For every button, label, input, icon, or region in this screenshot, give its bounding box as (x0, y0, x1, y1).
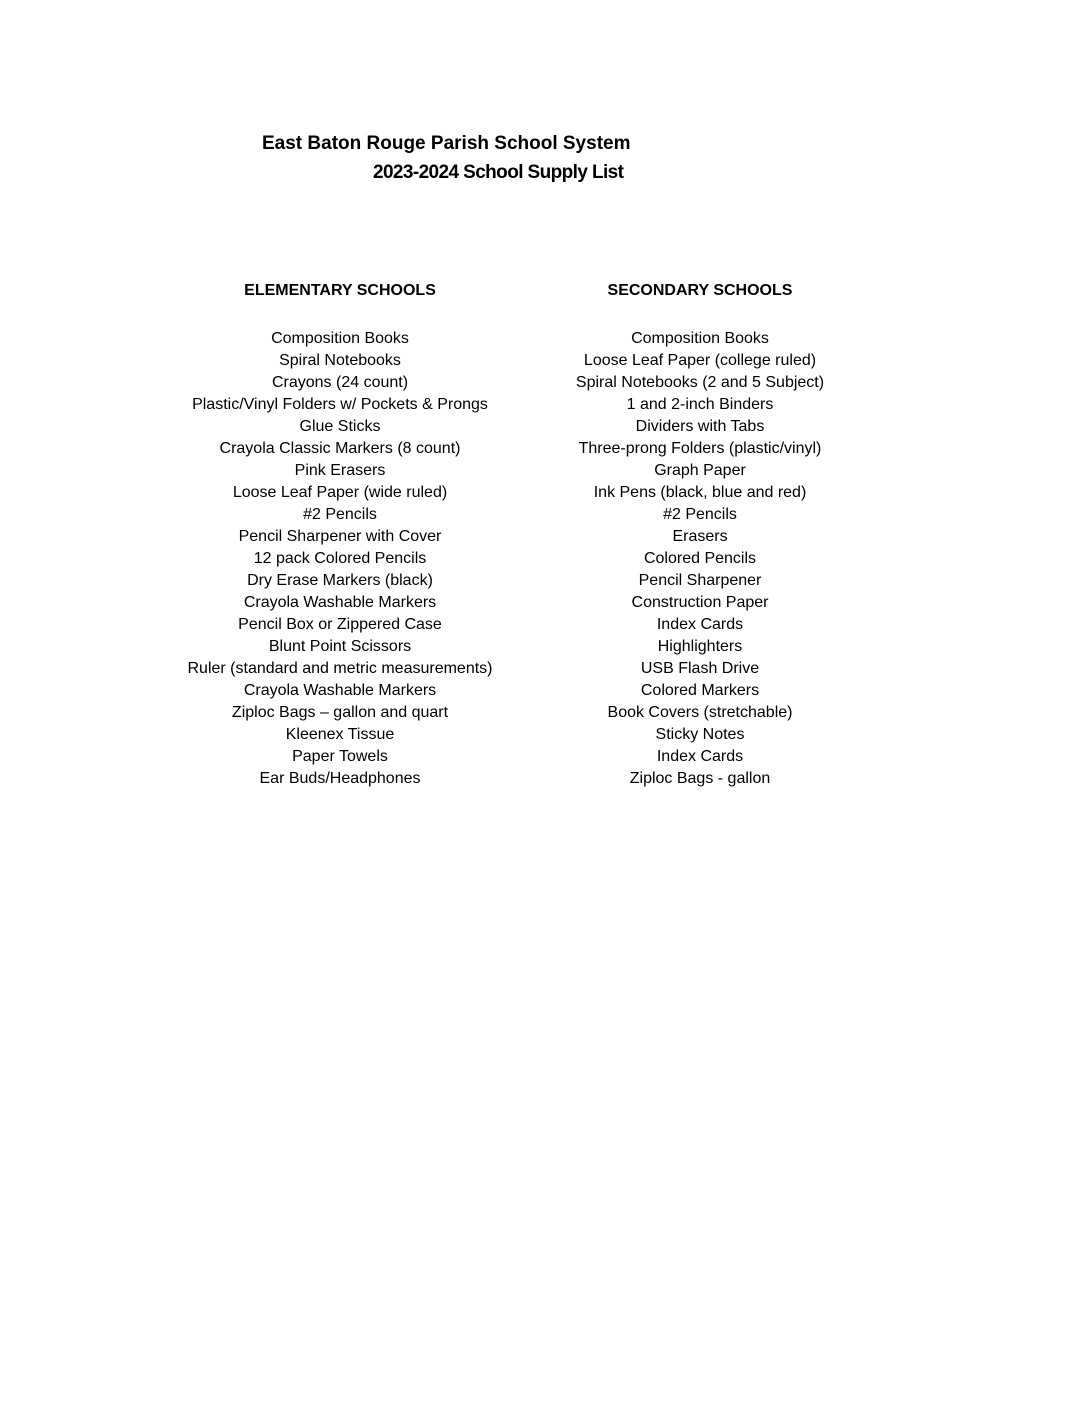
elementary-supply-list (140, 328, 540, 790)
list-item: Construction Paper (631, 594, 769, 611)
elementary-heading: ELEMENTARY SCHOOLS (244, 282, 436, 299)
list-item: Glue Sticks (299, 418, 381, 435)
list-item: Graph Paper (654, 462, 746, 479)
list-item: Composition Books (271, 330, 409, 347)
list-item: USB Flash Drive (640, 660, 760, 677)
list-item: Ruler (standard and metric measurements) (187, 660, 493, 677)
list-item: Crayola Classic Markers (8 count) (219, 440, 461, 457)
list-item: Loose Leaf Paper (wide ruled) (232, 484, 448, 501)
list-item: #2 Pencils (663, 506, 737, 523)
list-item: Plastic/Vinyl Folders w/ Pockets & Prongs (192, 396, 488, 413)
elementary-column (140, 280, 540, 806)
secondary-supply-list (500, 328, 900, 790)
list-item: Kleenex Tissue (285, 726, 395, 743)
list-item: Crayola Washable Markers (243, 682, 437, 699)
document-subtitle: 2023-2024 School Supply List (373, 162, 624, 183)
list-item: Paper Towels (292, 748, 388, 765)
list-item: #2 Pencils (303, 506, 377, 523)
list-item: Blunt Point Scissors (268, 638, 412, 655)
list-item: Highlighters (657, 638, 743, 655)
list-item: Ear Buds/Headphones (259, 770, 421, 787)
list-item: Ziploc Bags – gallon and quart (231, 704, 449, 721)
list-item: Dividers with Tabs (635, 418, 765, 435)
list-item: Spiral Notebooks (2 and 5 Subject) (575, 374, 825, 391)
list-item: 1 and 2-inch Binders (626, 396, 774, 413)
list-item: 12 pack Colored Pencils (253, 550, 427, 567)
list-item: Crayola Washable Markers (243, 594, 437, 611)
list-item: Pink Erasers (294, 462, 386, 479)
list-item: Book Covers (stretchable) (607, 704, 793, 721)
list-item: Composition Books (631, 330, 769, 347)
list-item: Dry Erase Markers (black) (247, 572, 433, 589)
list-item: Sticky Notes (655, 726, 745, 743)
secondary-column (500, 280, 900, 806)
list-item: Pencil Box or Zippered Case (238, 616, 442, 633)
list-item: Ink Pens (black, blue and red) (593, 484, 807, 501)
list-item: Ziploc Bags - gallon (629, 770, 771, 787)
list-item: Three-prong Folders (plastic/vinyl) (578, 440, 822, 457)
document-title: East Baton Rouge Parish School System (262, 133, 631, 154)
list-item: Index Cards (656, 616, 744, 633)
list-item: Colored Markers (640, 682, 760, 699)
list-item: Crayons (24 count) (271, 374, 409, 391)
list-item: Pencil Sharpener (638, 572, 762, 589)
list-item: Erasers (672, 528, 728, 545)
secondary-heading: SECONDARY SCHOOLS (607, 282, 793, 299)
list-item: Loose Leaf Paper (college ruled) (583, 352, 817, 369)
list-item: Colored Pencils (643, 550, 757, 567)
list-item: Pencil Sharpener with Cover (238, 528, 442, 545)
list-item: Index Cards (656, 748, 744, 765)
list-item: Spiral Notebooks (279, 352, 401, 369)
